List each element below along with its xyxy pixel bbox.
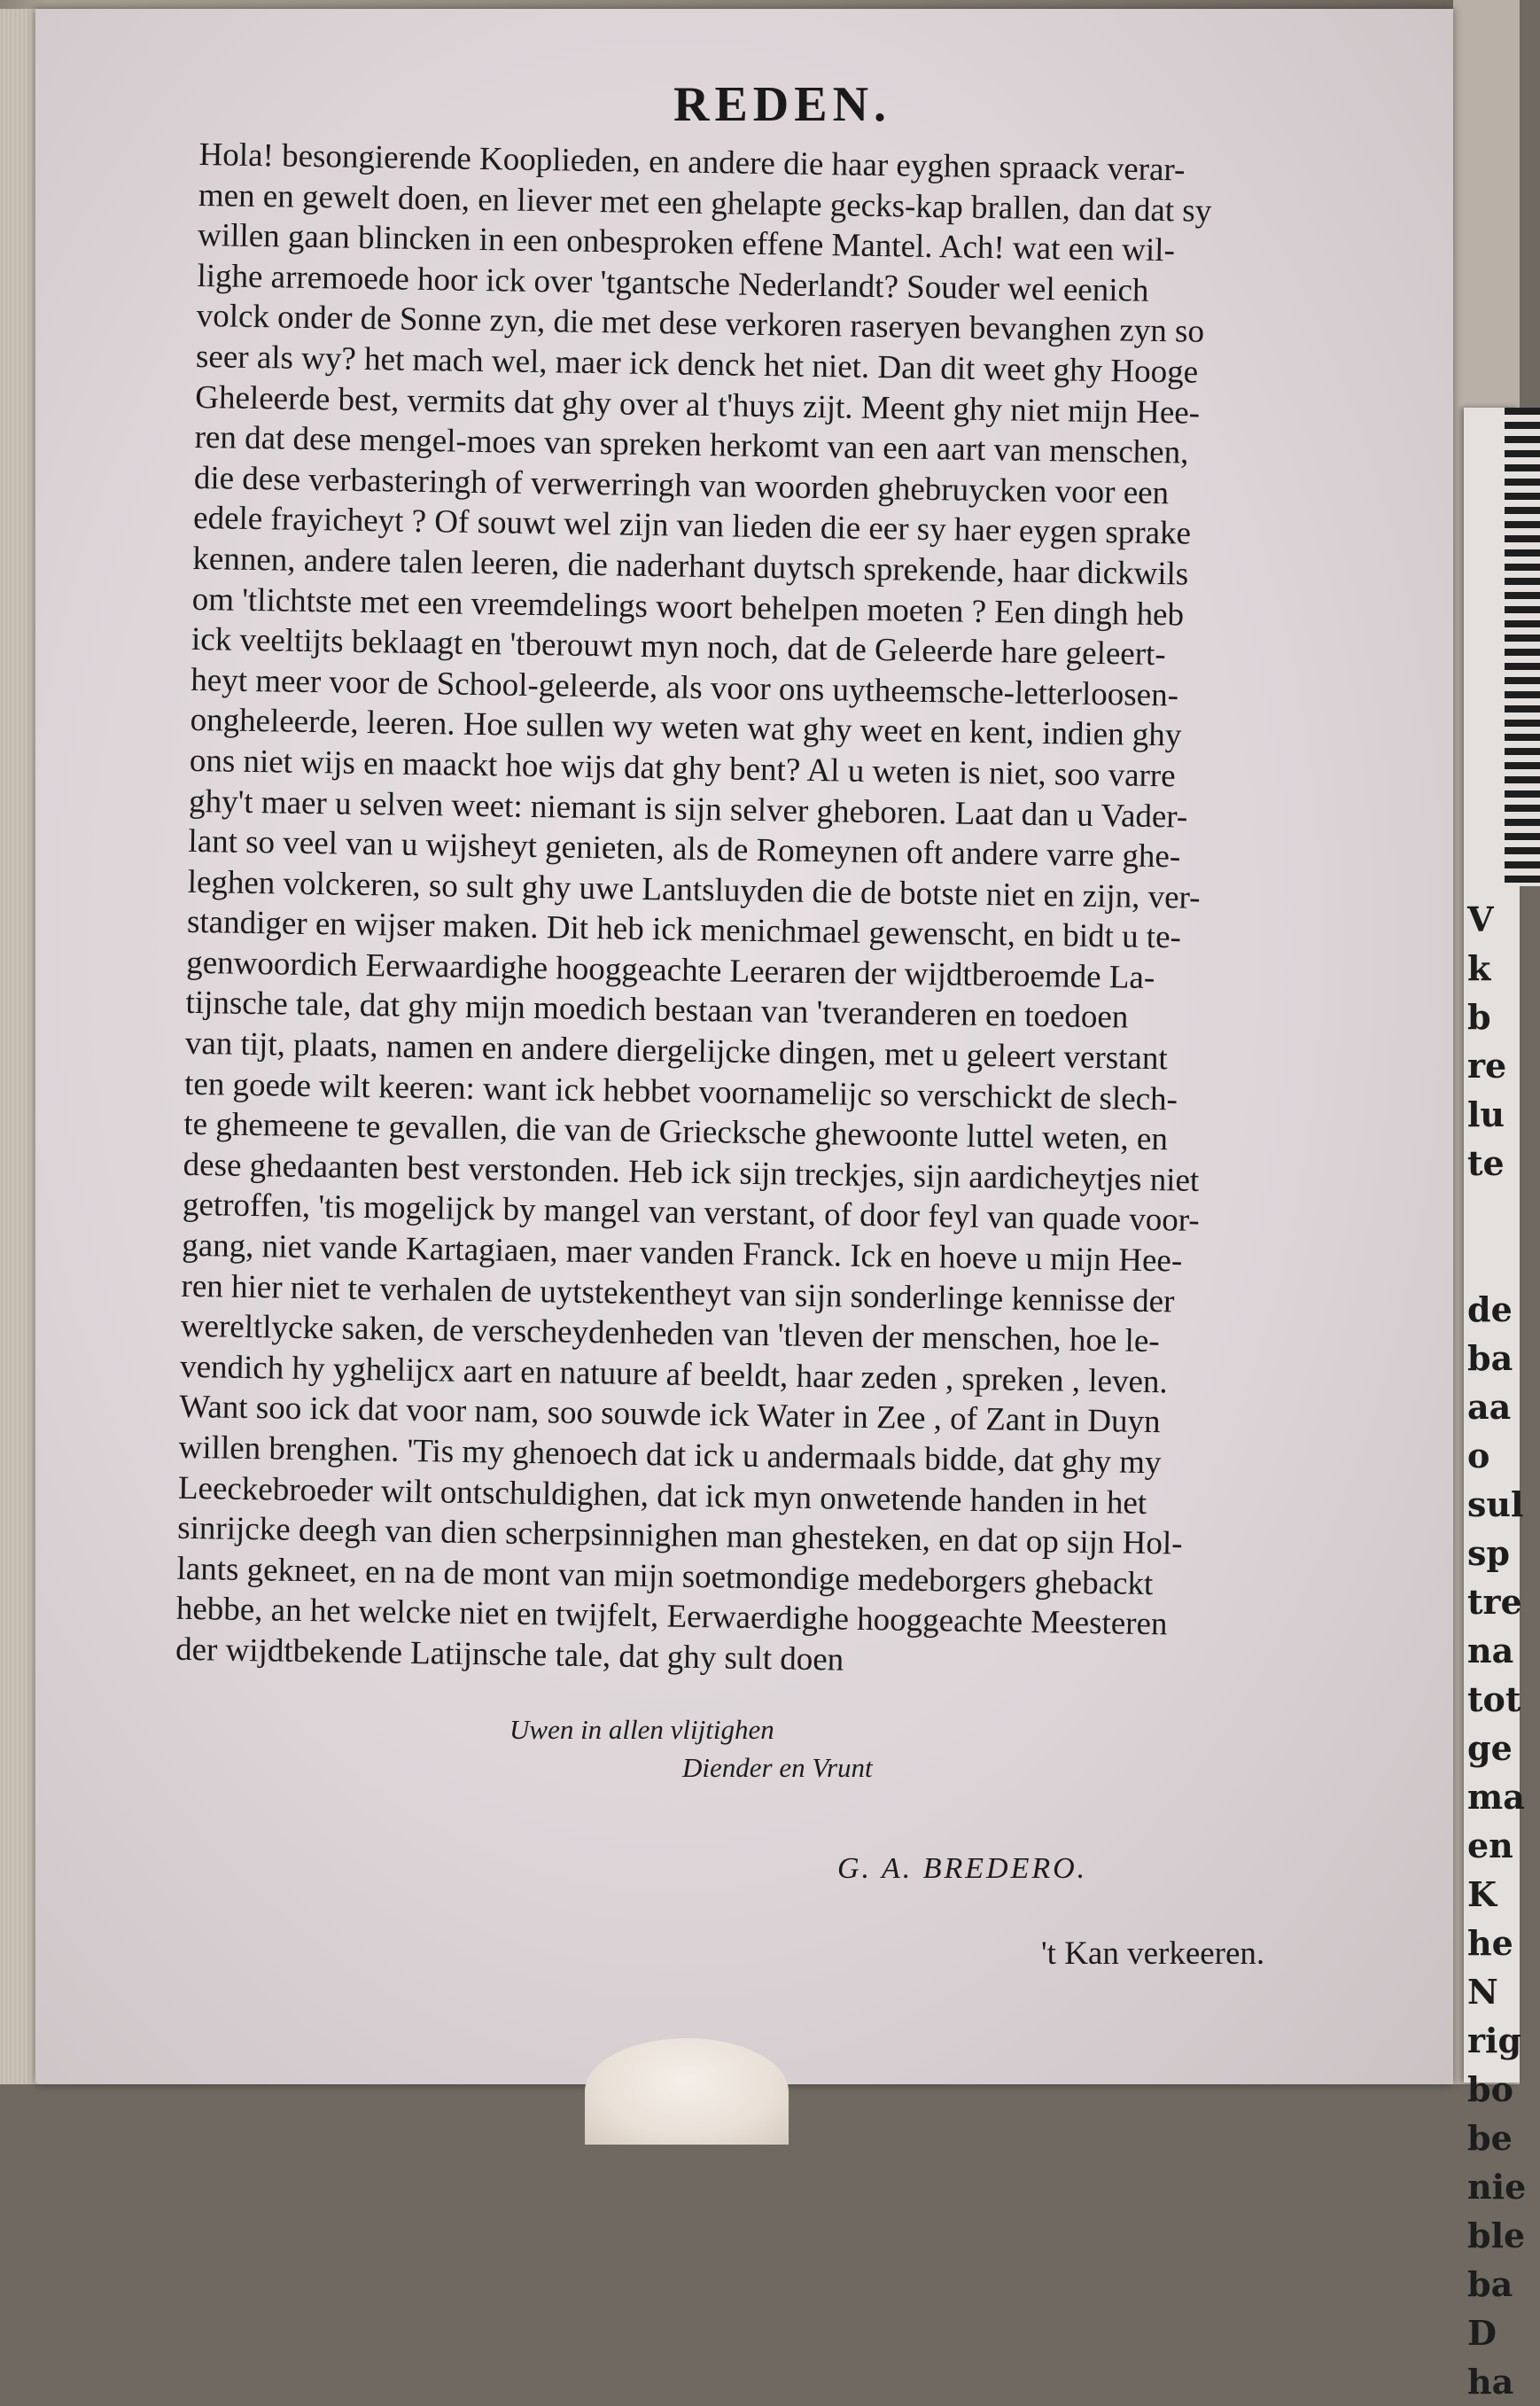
adjacent-page-fragment: ble — [1467, 2215, 1526, 2255]
text-line: lants gekneet, en na de mont van mijn soetmondige medeborgers ghebackt — [176, 1550, 1154, 1602]
text-line: hebbe, an het welcke niet en twijfelt, Eerwaerdighe hooggeachte Meesteren — [175, 1591, 1168, 1643]
adjacent-page-fragment: o — [1467, 1436, 1490, 1476]
text-line: te ghemeene te gevallen, die van de Griecksche ghewoonte luttel weten, en — [183, 1106, 1169, 1158]
text-line: ongheleerde, leeren. Hoe sullen wy weten wat ghy weet en kent, indien ghy — [190, 702, 1182, 754]
adjacent-page-fragment: en — [1467, 1826, 1513, 1865]
page-heading: REDEN. — [673, 77, 892, 132]
text-line: die dese verbasteringh of verwerringh van woorden ghebruycken voor een — [193, 459, 1170, 511]
text-line: willen gaan blincken in een onbesproken effene Mantel. Ach! wat een wil- — [197, 217, 1176, 269]
text-line: wereltlycke saken, de verscheydenheden van 'tleven der menschen, hoe le- — [180, 1308, 1160, 1360]
text-line: leghen volckeren, so sult ghy uwe Lantsluyden die de botste niet en zijn, ver- — [187, 863, 1201, 916]
text-line: van tijt, plaats, namen en andere diergelijcke dingen, met u geleert verstant — [184, 1024, 1168, 1078]
text-line: Want soo ick dat voor nam, soo souwde ick Water in Zee , of Zant in Duyn — [179, 1389, 1161, 1441]
body-text — [175, 135, 1435, 1689]
text-line: dese ghedaanten best verstonden. Heb ick sijn treckjes, sijn aardicheytjes niet — [183, 1146, 1200, 1199]
adjacent-page-fragment: b — [1467, 997, 1491, 1037]
text-line: vendich hy yghelijcx aart en natuure af beeldt, haar zeden , spreken , leven. — [179, 1348, 1169, 1401]
closing-salutation — [509, 1710, 873, 1787]
adjacent-page-fragment: bo — [1467, 2069, 1513, 2109]
closing-line: Diender en Vrunt — [682, 1752, 873, 1783]
adjacent-page-fragment: ba — [1467, 2264, 1513, 2304]
adjacent-page-fragment — [1467, 1187, 1526, 1236]
adjacent-page-text — [1467, 895, 1526, 2406]
paper-damage — [585, 2038, 789, 2145]
adjacent-page-fragment: k — [1467, 948, 1491, 988]
text-line: ick veeltijts beklaagt en 'tberouwt myn noch, dat de Geleerde hare geleert- — [191, 621, 1167, 674]
adjacent-page-fragment: ma — [1467, 1777, 1525, 1817]
adjacent-page-fragment: nie — [1467, 2167, 1527, 2207]
adjacent-page-fragment: K — [1467, 1874, 1497, 1914]
adjacent-page-fragment: te — [1467, 1143, 1505, 1183]
author-motto: 't Kan verkeeren. — [1041, 1935, 1265, 1972]
adjacent-page-fragment: ge — [1467, 1728, 1513, 1768]
text-line: kennen, andere talen leeren, die naderhant duytsch sprekende, haar dickwils — [192, 540, 1189, 593]
adjacent-page-fragment: de — [1467, 1289, 1513, 1329]
adjacent-page — [1453, 0, 1527, 2402]
text-line: getroffen, 'tis mogelijck by mangel van verstant, of door feyl van quade voor- — [182, 1187, 1201, 1240]
adjacent-page-fragment: sul — [1467, 1484, 1524, 1524]
adjacent-page-fragment: aa — [1467, 1387, 1512, 1427]
author-signature: G. A. BREDERO. — [837, 1852, 1088, 1885]
text-line: sinrijcke deegh van dien scherpsinnighen man ghesteken, en dat op sijn Hol- — [176, 1509, 1183, 1562]
text-line: ons niet wijs en maackt hoe wijs dat ghy bent? Al u weten is niet, soo varre — [189, 742, 1176, 795]
adjacent-page-fragment: N — [1467, 1972, 1498, 2012]
text-line: lighe arremoede hoor ick over 'tgantsche Nederlandt? Souder wel eenich — [197, 257, 1149, 309]
text-line: ten goede wilt keeren: want ick hebbet voornamelijc so verschickt de slech- — [183, 1065, 1178, 1118]
text-line: volck onder de Sonne zyn, die met dese verkoren raseryen bevanghen zyn so — [196, 298, 1205, 351]
adjacent-page-fragment: he — [1467, 1923, 1513, 1963]
closing-line: Uwen in allen vlijtighen — [509, 1714, 774, 1745]
adjacent-page-fragment: sp — [1467, 1533, 1510, 1573]
text-line: lant so veel van u wijsheyt genieten, als de Romeynen oft andere varre ghe- — [188, 822, 1181, 876]
adjacent-page-ornament — [1505, 408, 1540, 886]
text-line: genwoordich Eerwaardighe hooggeachte Leeraren der wijdtberoemde La- — [186, 944, 1155, 996]
adjacent-page-fragment: be — [1467, 2118, 1513, 2158]
text-line: om 'tlichtste met een vreemdelings woort behelpen moeten ? Een dingh heb — [191, 580, 1185, 634]
text-line: heyt meer voor de School-geleerde, als voor ons uytheemsche-letterloosen- — [191, 661, 1179, 714]
adjacent-page-fragment: V — [1467, 899, 1494, 939]
adjacent-page-fragment: D — [1467, 2313, 1497, 2353]
text-line: ren dat dese mengel-moes van spreken herkomt van een aart van menschen, — [194, 419, 1189, 471]
text-line: willen brenghen. 'Tis my ghenoech dat ick u andermaals bidde, dat ghy my — [178, 1429, 1162, 1482]
adjacent-page-fragment: lu — [1467, 1094, 1505, 1134]
text-line: ren hier niet te verhalen de uytstekentheyt van sijn sonderlinge kennisse der — [181, 1267, 1175, 1320]
adjacent-page-fragment: rig — [1467, 2021, 1522, 2060]
text-line: der wijdtbekende Latijnsche tale, dat ghy sult doen — [175, 1631, 844, 1678]
text-line: Gheleerde best, vermits dat ghy over al t'huys zijt. Meent ghy niet mijn Hee- — [195, 378, 1201, 432]
text-line: edele frayicheyt ? Of souwt wel zijn van lieden die eer sy haer eygen sprake — [192, 500, 1192, 552]
text-line: Hola! besongierende Kooplieden, en andere die haar eyghen spraack verar- — [198, 136, 1186, 189]
text-line: ghy't maer u selven weet: niemant is sijn selver gheboren. Laat dan u Vader- — [188, 783, 1188, 836]
adjacent-page-fragment: tot — [1467, 1679, 1521, 1719]
adjacent-page-fragment: ha — [1467, 2362, 1514, 2402]
text-line: tijnsche tale, dat ghy mijn moedich bestaan van 'tveranderen en toedoen — [185, 985, 1129, 1037]
text-line: gang, niet vande Kartagiaen, maer vanden Franck. Ick en hoeve u mijn Hee- — [181, 1226, 1183, 1280]
text-line: men en gewelt doen, en liever met een ghelapte gecks-kap brallen, dan dat sy — [198, 176, 1212, 230]
adjacent-page-fragment: re — [1467, 1046, 1507, 1086]
adjacent-page-fragment: na — [1467, 1631, 1514, 1670]
adjacent-page-fragment: ba — [1467, 1338, 1513, 1378]
adjacent-page-fragment: tre — [1467, 1582, 1522, 1622]
page-edge — [0, 9, 37, 2084]
text-line: seer als wy? het mach wel, maer ick denck het niet. Dan dit weet ghy Hooge — [195, 338, 1199, 391]
adjacent-page-fragment — [1467, 1236, 1526, 1285]
text-line: standiger en wijser maken. Dit heb ick menichmael gewenscht, en bidt u te- — [186, 904, 1182, 956]
text-line: Leeckebroeder wilt ontschuldighen, dat ick myn onwetende handen in het — [177, 1469, 1147, 1522]
